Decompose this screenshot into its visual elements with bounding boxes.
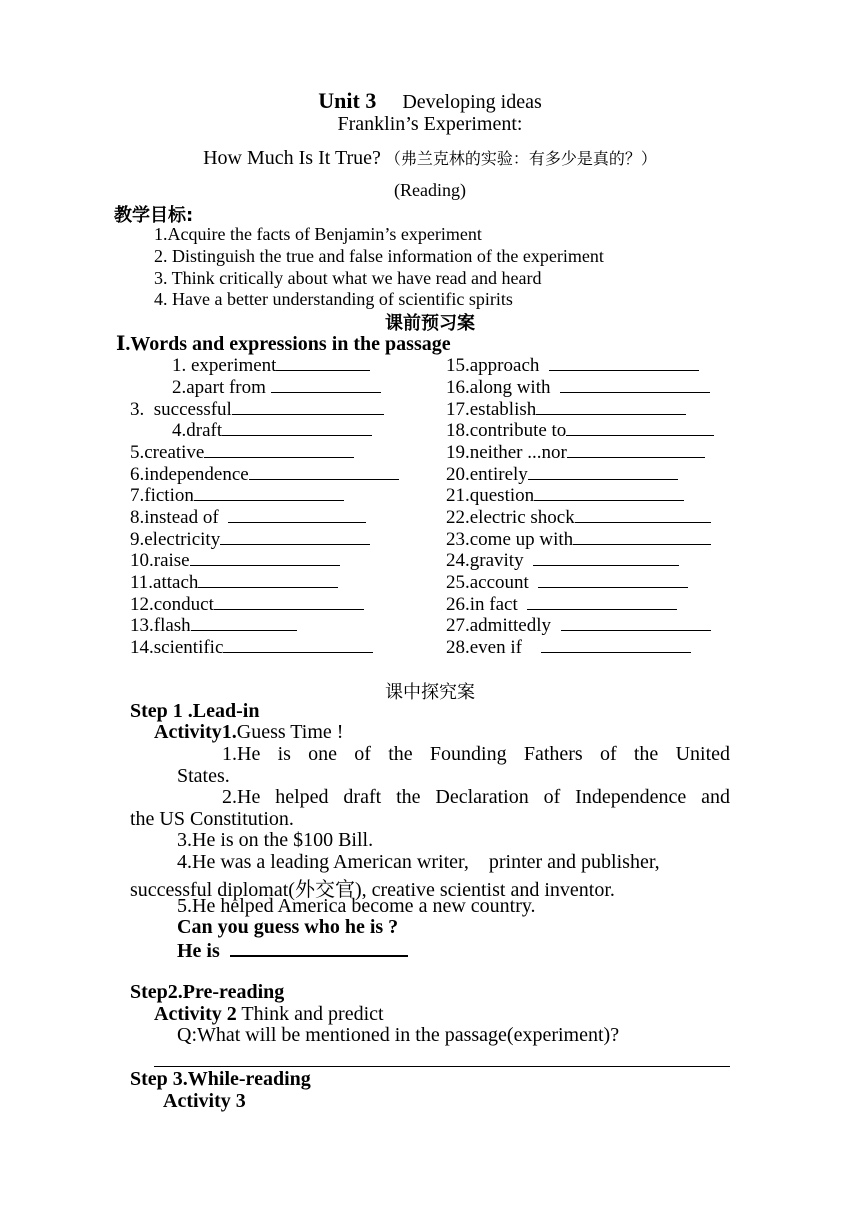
- guess-question: Can you guess who he is ?: [177, 916, 399, 938]
- answer-blank[interactable]: [223, 635, 373, 653]
- objective-item: 1.Acquire the facts of Benjamin’s experiment: [154, 224, 482, 244]
- answer-blank[interactable]: [575, 505, 711, 523]
- answer-blank[interactable]: [549, 353, 699, 371]
- lesson-question-line: [0, 146, 860, 170]
- vocab-item: 28.even if: [446, 635, 691, 659]
- answer-blank[interactable]: [541, 635, 691, 653]
- vocab-item: 18.contribute to: [446, 418, 714, 442]
- activity1-line: Activity1.Guess Time !: [154, 721, 344, 743]
- lesson-question: How Much Is It True?: [203, 147, 381, 169]
- clue-2-cont: the US Constitution.: [130, 808, 294, 830]
- vocab-item: 3. successful: [130, 397, 384, 421]
- unit-number: Unit 3: [318, 88, 377, 113]
- lesson-subtitle: Franklin’s Experiment:: [337, 113, 523, 135]
- vocab-item: 9.electricity: [130, 527, 370, 551]
- answer-blank[interactable]: [534, 483, 684, 501]
- vocab-item: 26.in fact: [446, 592, 677, 616]
- answer-blank[interactable]: [271, 375, 381, 393]
- objective-item: 4. Have a better understanding of scientific spirits: [154, 289, 513, 309]
- vocab-item: 12.conduct: [130, 592, 364, 616]
- vocab-item: 25.account: [446, 570, 688, 594]
- vocab-item: 22.electric shock: [446, 505, 711, 529]
- answer-blank[interactable]: [249, 462, 399, 480]
- vocab-item: 2.apart from: [172, 375, 381, 399]
- vocab-item: 5.creative: [130, 440, 354, 464]
- answer-blank[interactable]: [191, 613, 297, 631]
- unit-title-line: [0, 88, 860, 114]
- predict-answer-line[interactable]: [154, 1066, 730, 1067]
- answer-blank[interactable]: [222, 418, 372, 436]
- words-section-title: Ⅰ.Words and expressions in the passage: [116, 333, 451, 355]
- answer-blank[interactable]: [538, 570, 688, 588]
- clue-4-cont: successful diplomat(外交官), creative scientist and inventor.: [130, 879, 615, 901]
- clue-4: 4.He was a leading American writer, printer and publisher,: [177, 851, 660, 873]
- preview-heading: 课前预习案: [385, 313, 475, 334]
- clue-1-cont: States.: [177, 765, 230, 787]
- objective-item: 2. Distinguish the true and false information of the experiment: [154, 246, 604, 266]
- answer-blank[interactable]: [573, 527, 711, 545]
- vocab-item: 16.along with: [446, 375, 710, 399]
- lesson-type: (Reading): [394, 180, 466, 200]
- answer-blank[interactable]: [214, 592, 364, 610]
- vocab-item: 20.entirely: [446, 462, 678, 486]
- answer-blank[interactable]: [567, 440, 705, 458]
- clue-5: 5.He helped America become a new country.: [177, 895, 536, 917]
- objective-item: 3. Think critically about what we have read and heard: [154, 268, 542, 288]
- vocab-item: 17.establish: [446, 397, 686, 421]
- step1-heading: Step 1 .Lead-in: [130, 700, 260, 722]
- objectives-heading: 教学目标:: [114, 205, 194, 226]
- answer-blank[interactable]: [194, 483, 344, 501]
- vocab-item: 7.fiction: [130, 483, 344, 507]
- answer-blank[interactable]: [528, 462, 678, 480]
- step2-heading: Step2.Pre-reading: [130, 981, 285, 1003]
- vocab-item: 15.approach: [446, 353, 699, 377]
- activity3-label: Activity 3: [163, 1090, 246, 1112]
- vocab-item: 19.neither ...nor: [446, 440, 705, 464]
- unit-topic: Developing ideas: [402, 91, 542, 113]
- clue-1: 1.He is one of the Founding Fathers of the United: [222, 743, 730, 765]
- answer-blank[interactable]: [561, 613, 711, 631]
- answer-blank[interactable]: [220, 527, 370, 545]
- explore-heading: 课中探究案: [385, 682, 475, 703]
- vocab-item: 1. experiment: [172, 353, 370, 377]
- vocab-item: 13.flash: [130, 613, 297, 637]
- vocab-item: 11.attach: [130, 570, 338, 594]
- activity2-line: Activity 2 Think and predict: [154, 1003, 384, 1025]
- vocab-item: 10.raise: [130, 548, 340, 572]
- step3-heading: Step 3.While-reading: [130, 1068, 311, 1090]
- he-is-line: He is: [177, 938, 408, 963]
- answer-blank[interactable]: [198, 570, 338, 588]
- answer-blank[interactable]: [190, 548, 340, 566]
- vocab-item: 4.draft: [172, 418, 372, 442]
- clue-2: 2.He helped draft the Declaration of Independence and: [222, 786, 730, 808]
- vocab-item: 27.admittedly: [446, 613, 711, 637]
- answer-blank[interactable]: [204, 440, 354, 458]
- vocab-item: 21.question: [446, 483, 684, 507]
- answer-blank[interactable]: [232, 397, 384, 415]
- answer-blank[interactable]: [536, 397, 686, 415]
- answer-blank[interactable]: [566, 418, 714, 436]
- vocab-item: 14.scientific: [130, 635, 373, 659]
- vocab-item: 23.come up with: [446, 527, 711, 551]
- answer-blank[interactable]: [533, 548, 679, 566]
- answer-blank[interactable]: [560, 375, 710, 393]
- answer-blank[interactable]: [276, 353, 370, 371]
- answer-blank[interactable]: [228, 505, 366, 523]
- he-is-answer-blank[interactable]: [230, 938, 408, 957]
- vocab-item: 6.independence: [130, 462, 399, 486]
- vocab-item: 8.instead of: [130, 505, 366, 529]
- vocab-item: 24.gravity: [446, 548, 679, 572]
- answer-blank[interactable]: [527, 592, 677, 610]
- lesson-question-zh: （弗兰克林的实验：有多少是真的？）: [384, 149, 657, 168]
- predict-question: Q:What will be mentioned in the passage(experiment)?: [177, 1024, 620, 1046]
- clue-3: 3.He is on the $100 Bill.: [177, 829, 374, 851]
